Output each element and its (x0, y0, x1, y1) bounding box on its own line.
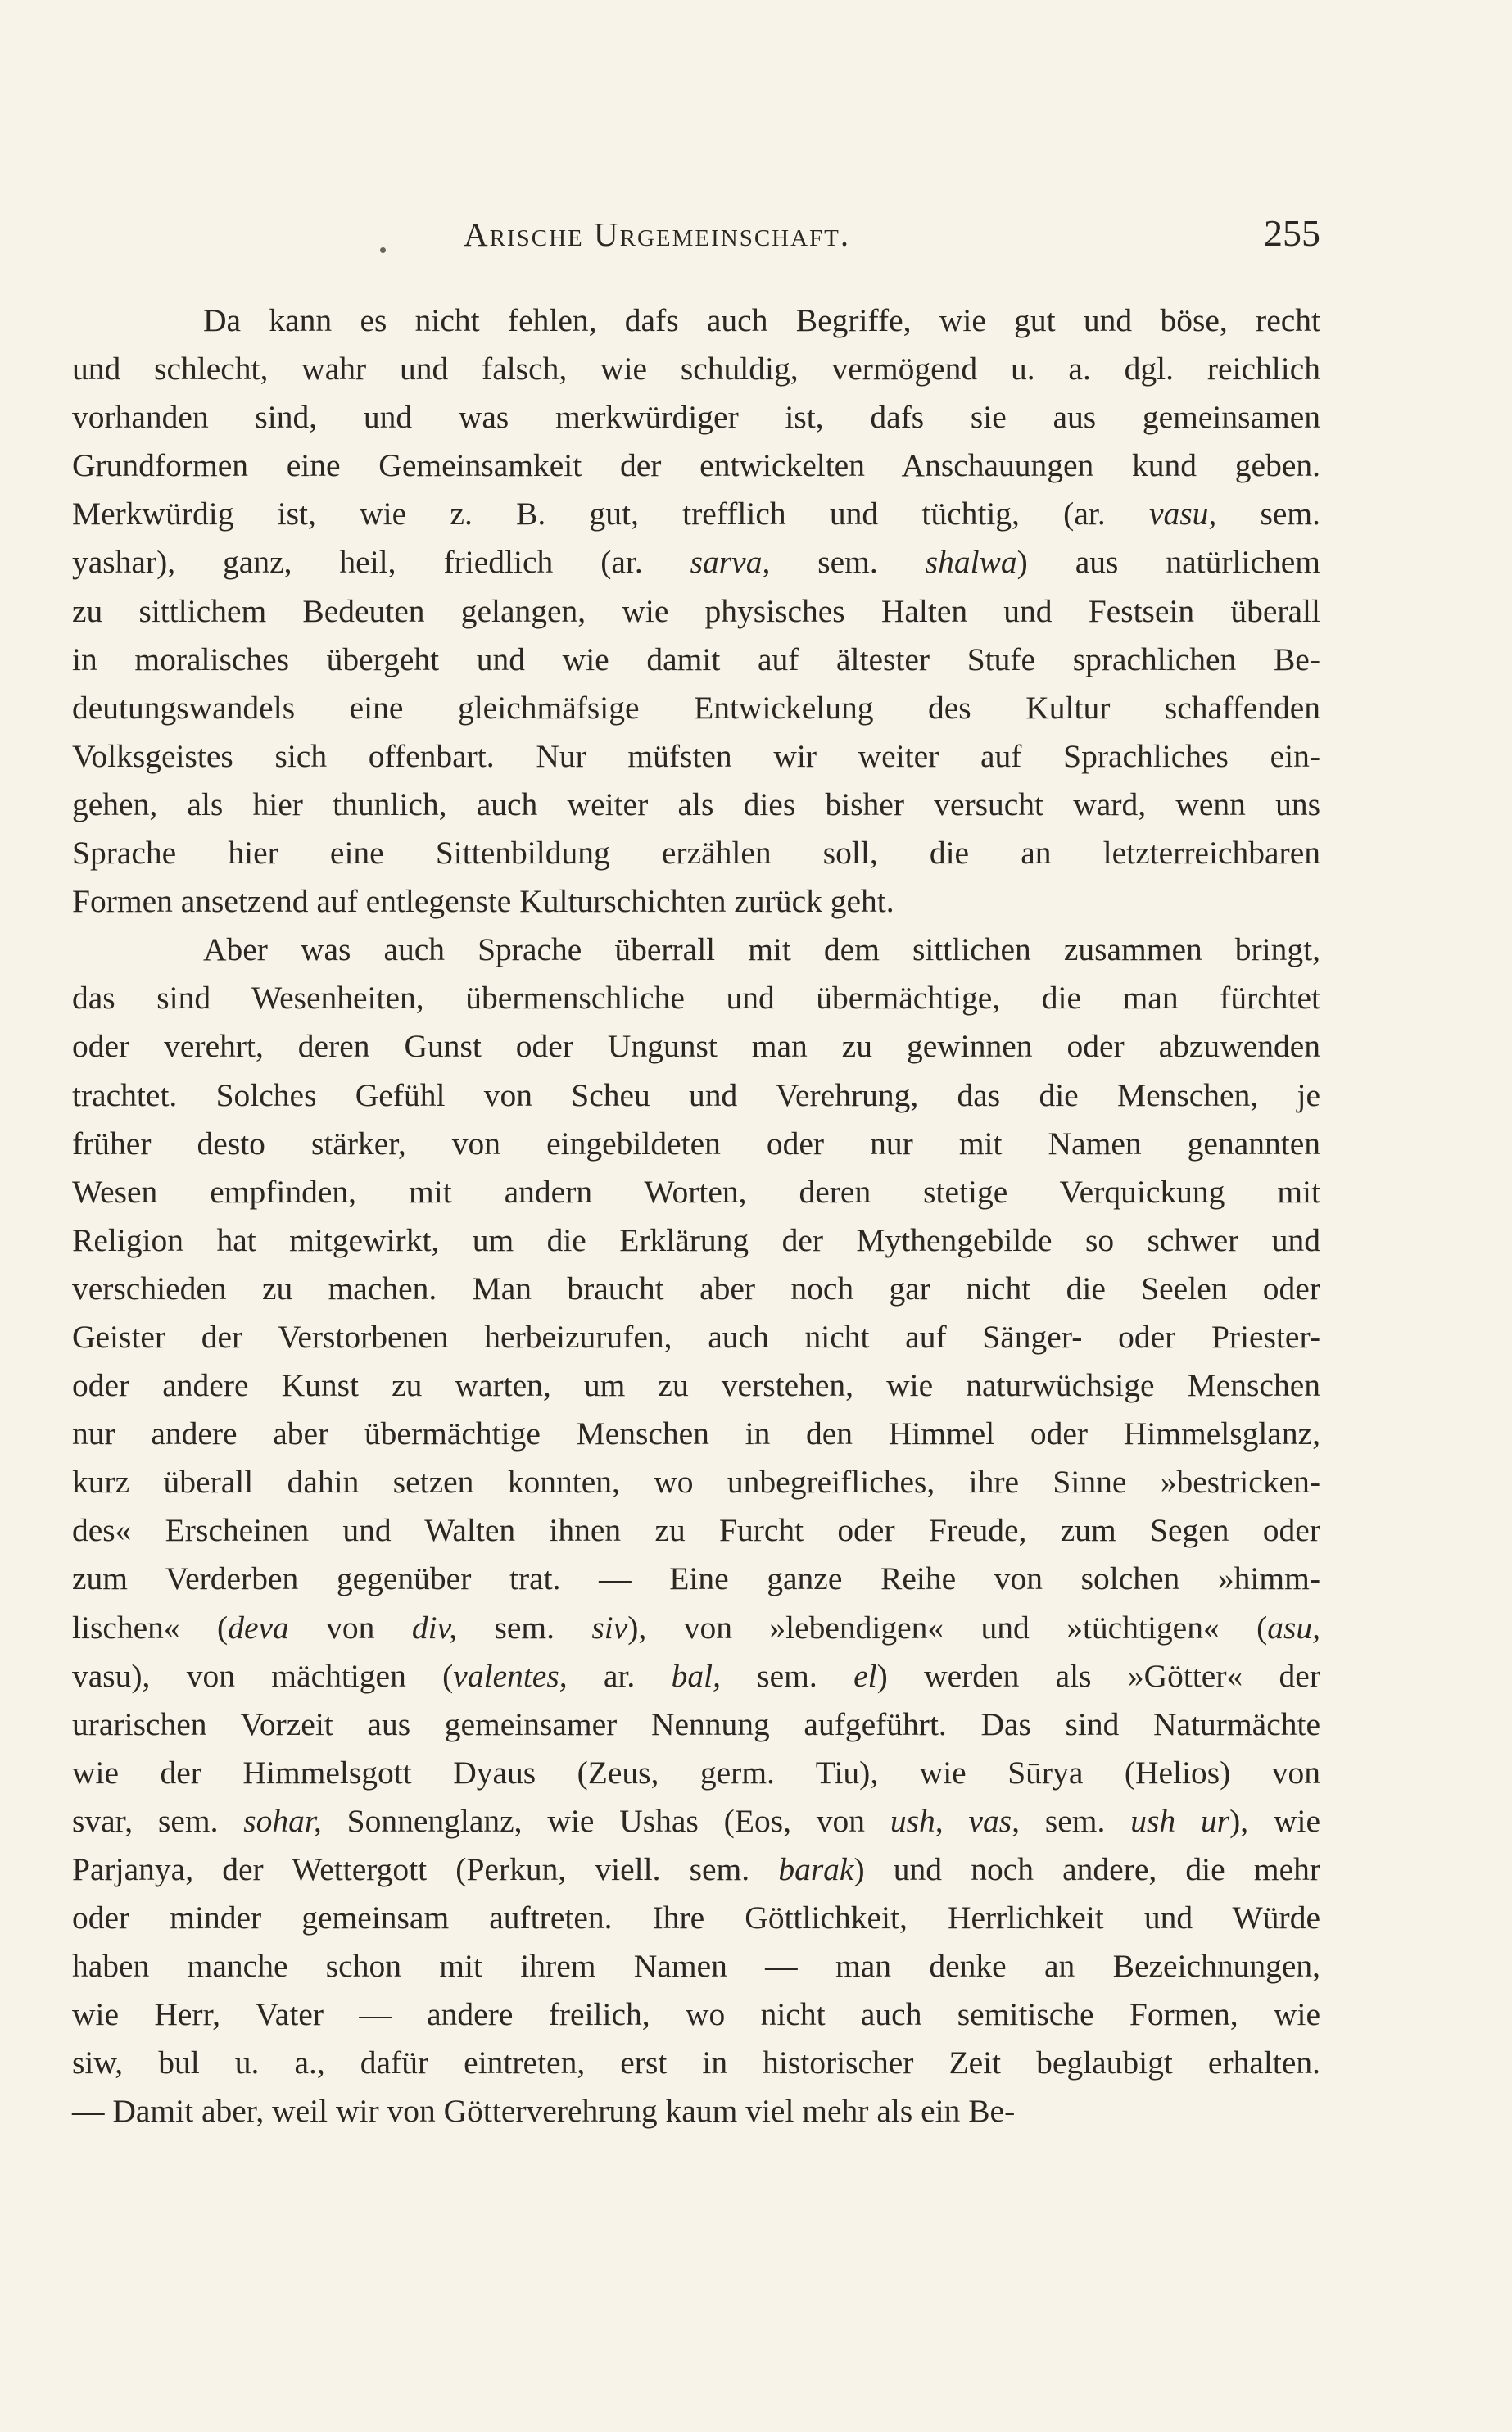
text-line: und schlecht, wahr und falsch, wie schuldig, vermögend u. a. dgl. reichlich (72, 351, 1320, 387)
ink-dot (380, 247, 386, 253)
text-line: nur andere aber übermächtige Menschen in den Himmel oder Himmelsglanz, (72, 1415, 1320, 1452)
text-line: Merkwürdig ist, wie z. B. gut, trefflich und tüchtig, (ar. vasu, sem. (72, 496, 1320, 532)
text-line: oder minder gemeinsam auftreten. Ihre Göttlichkeit, Herrlichkeit und Würde (72, 1900, 1320, 1936)
text-line: oder andere Kunst zu warten, um zu verstehen, wie naturwüchsige Menschen (72, 1367, 1320, 1404)
text-line: Formen ansetzend auf entlegenste Kulturschichten zurück geht. (72, 883, 894, 920)
text-line: siw, bul u. a., dafür eintreten, erst in historischer Zeit beglaubigt erhalten. (72, 2045, 1320, 2081)
text-line: des« Erscheinen und Walten ihnen zu Furcht oder Freude, zum Segen oder (72, 1512, 1320, 1549)
text-line: Parjanya, der Wettergott (Perkun, viell. sem. barak) und noch andere, die mehr (72, 1851, 1321, 1887)
text-line: Geister der Verstorbenen herbeizurufen, auch nicht auf Sänger- oder Priester- (72, 1318, 1320, 1355)
text-line: verschieden zu machen. Man braucht aber noch gar nicht die Seelen oder (72, 1270, 1320, 1307)
text-line: kurz überall dahin setzen konnten, wo unbegreifliches, ihre Sinne »bestricken- (72, 1464, 1320, 1501)
text-line: Grundformen eine Gemeinsamkeit der entwickelten Anschauungen kund geben. (72, 447, 1320, 484)
text-line: Volksgeistes sich offenbart. Nur müfsten wir weiter auf Sprachliches ein- (72, 737, 1320, 774)
text-line: vorhanden sind, und was merkwürdiger ist, dafs sie aus gemeinsamen (72, 399, 1320, 436)
page-header (72, 212, 1320, 264)
text-line: vasu), von mächtigen (valentes, ar. bal, sem. el) werden als »Götter« der (72, 1657, 1320, 1694)
text-line: Sprache hier eine Sittenbildung erzählen soll, die an letzterreichbaren (72, 835, 1320, 872)
text-line: wie Herr, Vater — andere freilich, wo nicht auch semitische Formen, wie (72, 1996, 1320, 2033)
text-line: svar, sem. sohar, Sonnenglanz, wie Ushas (Eos, von ush, vas, sem. ush ur), wie (72, 1802, 1321, 1839)
text-line: deutungswandels eine gleichmäfsige Entwickelung des Kultur schaffenden (72, 689, 1320, 726)
text-line: Wesen empfinden, mit andern Worten, deren stetige Verquickung mit (72, 1173, 1320, 1210)
text-line: Religion hat mitgewirkt, um die Erklärung der Mythengebilde so schwer und (72, 1221, 1320, 1258)
text-line: — Damit aber, weil wir von Götterverehrung kaum viel mehr als ein Be- (72, 2093, 1016, 2130)
text-line: yashar), ganz, heil, friedlich (ar. sarva, sem. shalwa) aus natürlichem (72, 544, 1320, 581)
text-line: zu sittlichem Bedeuten gelangen, wie physisches Halten und Festsein überall (72, 592, 1320, 629)
page-number: 255 (1264, 212, 1320, 254)
text-line: oder verehrt, deren Gunst oder Ungunst man zu gewinnen oder abzuwenden (72, 1028, 1320, 1065)
page-body (72, 297, 1320, 2136)
text-line: lischen« (deva von div, sem. siv), von »lebendigen« und »tüchtigen« (asu, (72, 1609, 1321, 1646)
text-line: das sind Wesenheiten, übermenschliche und übermächtige, die man fürchtet (72, 980, 1320, 1017)
text-line: Aber was auch Sprache überrall mit dem sittlichen zusammen bringt, (203, 931, 1320, 968)
text-line: haben manche schon mit ihrem Namen — man denke an Bezeichnungen, (72, 1948, 1320, 1985)
running-title: Arische Urgemeinschaft. (464, 215, 851, 253)
text-line: urarischen Vorzeit aus gemeinsamer Nennung aufgeführt. Das sind Naturmächte (72, 1705, 1320, 1742)
paragraph-1 (72, 297, 1320, 926)
text-line: gehen, als hier thunlich, auch weiter als dies bisher versucht ward, wenn uns (72, 786, 1320, 822)
text-line: Da kann es nicht fehlen, dafs auch Begriffe, wie gut und böse, recht (203, 302, 1320, 338)
paragraph-2 (72, 926, 1320, 2135)
text-line: in moralisches übergeht und wie damit auf ältester Stufe sprachlichen Be- (72, 641, 1320, 677)
text-line: zum Verderben gegenüber trat. — Eine ganze Reihe von solchen »himm- (72, 1560, 1320, 1597)
text-line: früher desto stärker, von eingebildeten oder nur mit Namen genannten (72, 1125, 1320, 1162)
text-line: trachtet. Solches Gefühl von Scheu und Verehrung, das die Menschen, je (72, 1076, 1320, 1113)
text-line: wie der Himmelsgott Dyaus (Zeus, germ. Tiu), wie Sūrya (Helios) von (72, 1754, 1320, 1791)
